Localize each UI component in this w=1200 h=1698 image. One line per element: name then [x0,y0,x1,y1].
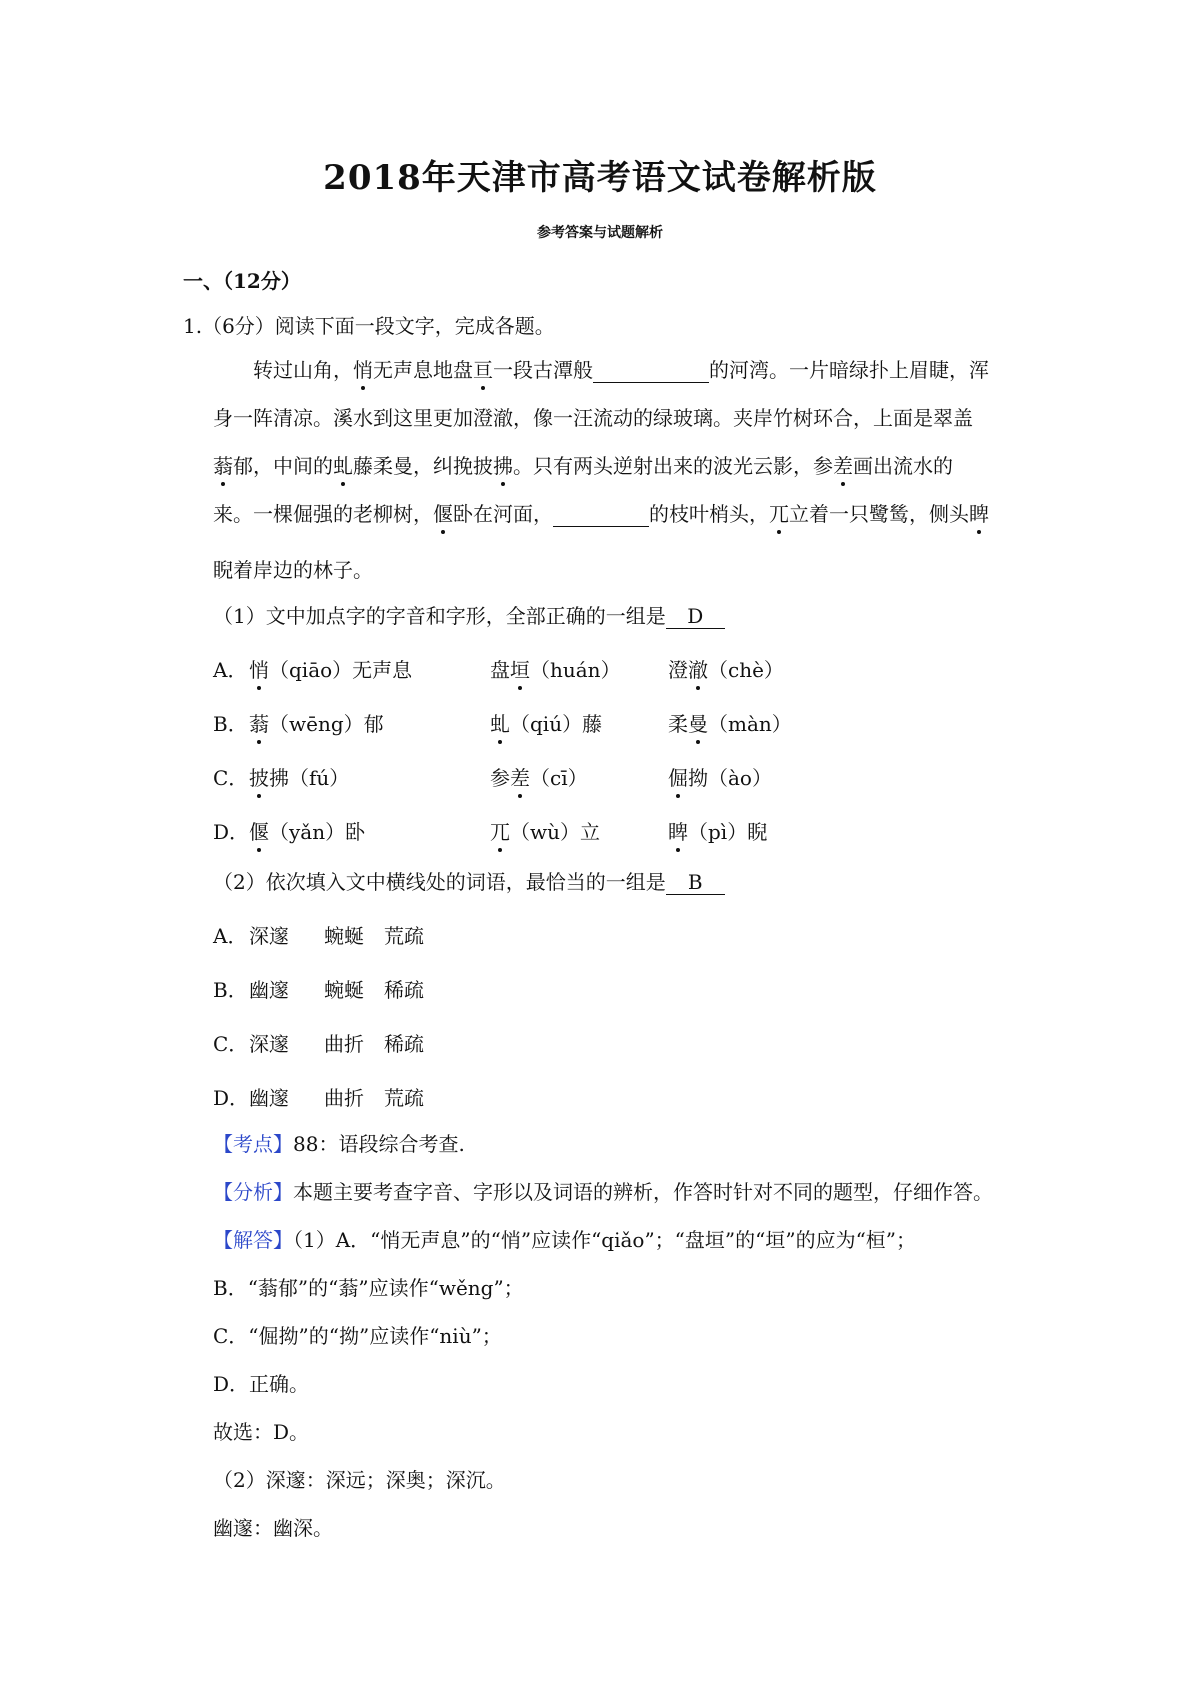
dotted-char: 悄 [353,354,373,383]
option-word-1: 深邃 [249,924,289,948]
option-item-2: 盘垣（huán） [490,654,621,683]
fenxi-tag: 【分析】 [213,1180,293,1204]
option-word-2: 蜿蜒 [324,924,364,948]
subquestion-1: （1）文中加点字的字音和字形，全部正确的一组是 D [213,600,725,629]
option-item-1: 偃（yǎn）卧 [249,816,365,845]
option-label: C． [213,1032,249,1056]
dotted-char: 兀 [769,498,789,527]
passage-line-1: 转过山角，悄无声息地盘亘一段古潭般 的河湾。一片暗绿扑上眉睫，浑 [253,354,989,383]
explanation-line: B．“蓊郁”的“蓊”应读作“wěng”； [213,1276,524,1300]
dotted-char: 拂 [493,450,513,479]
jieda-line: 【解答】（1）A．“悄无声息”的“悄”应读作“qiǎo”；“盘垣”的“垣”的应为“桓”； [213,1228,917,1252]
option-word-3: 荒疏 [384,1086,424,1110]
option-word-2: 曲折 [324,1086,364,1110]
passage-line-2: 身一阵清凉。溪水到这里更加澄澈，像一汪流动的绿玻璃。夹岸竹树环合，上面是翠盖 [213,406,973,430]
option-item-1: 悄（qiāo）无声息 [249,654,412,683]
question-stem: 1.（6分）阅读下面一段文字，完成各题。 [183,314,555,338]
explanation-line: 幽邃：幽深。 [213,1516,333,1540]
answer-2: B [666,870,725,895]
dotted-char: 蓊 [213,450,233,479]
dotted-char: 差 [833,450,853,479]
option-word-3: 荒疏 [384,924,424,948]
passage-line-5: 睨着岸边的林子。 [213,558,373,582]
option-item-3: 倔拗（ào） [668,762,772,791]
dotted-char: 亘 [473,354,493,383]
page-subtitle: 参考答案与试题解析 [537,225,663,241]
option-label: B． [213,978,248,1002]
option-label: B． [213,712,248,736]
passage-line-3: 蓊郁，中间的虬藤柔曼，纠挽披拂。只有两头逆射出来的波光云影，参差画出流水的 [213,450,953,479]
option-item-3: 澄澈（chè） [668,654,784,683]
option-item-3: 睥（pì）睨 [668,816,767,845]
dotted-char: 偃 [433,498,453,527]
page-title: 2018年天津市高考语文试卷解析版 [323,158,877,198]
option-item-2: 虬（qiú）藤 [490,708,602,737]
option-item-2: 兀（wù）立 [490,816,600,845]
fill-blank-1 [593,360,709,383]
explanation-line: D．正确。 [213,1372,310,1396]
explanation-line: C．“倔拗”的“拗”应读作“niù”； [213,1324,502,1348]
jieda-tag: 【解答】 [213,1228,293,1252]
option-item-1: 披拂（fú） [249,762,349,791]
answer-1: D [666,604,725,629]
option-word-1: 幽邃 [249,978,289,1002]
dotted-char: 睥 [969,498,989,527]
explanation-line: （2）深邃：深远；深奥；深沉。 [213,1468,506,1492]
option-item-1: 蓊（wēng）郁 [249,708,384,737]
option-word-1: 幽邃 [249,1086,289,1110]
option-label: D． [213,820,250,844]
option-item-3: 柔曼（màn） [668,708,792,737]
option-label: A． [213,924,248,948]
fill-blank-2 [553,504,649,527]
option-word-1: 深邃 [249,1032,289,1056]
option-word-2: 曲折 [324,1032,364,1056]
section-heading: 一、（12分） [183,269,301,293]
option-word-3: 稀疏 [384,978,424,1002]
option-word-3: 稀疏 [384,1032,424,1056]
kaodian-tag: 【考点】 [213,1132,293,1156]
option-label: A． [213,658,248,682]
kaodian-line: 【考点】88：语段综合考查. [213,1132,465,1156]
option-word-2: 蜿蜒 [324,978,364,1002]
fenxi-line: 【分析】本题主要考查字音、字形以及词语的辨析，作答时针对不同的题型，仔细作答。 [213,1180,993,1204]
option-label: D． [213,1086,250,1110]
option-item-2: 参差（cī） [490,762,588,791]
explanation-line: 故选：D。 [213,1420,310,1444]
subquestion-2: （2）依次填入文中横线处的词语，最恰当的一组是 B [213,866,725,895]
passage-line-4: 来。一棵倔强的老柳树，偃卧在河面， 的枝叶梢头，兀立着一只鹭鸶，侧头睥 [213,498,989,527]
dotted-char: 虬 [333,450,353,479]
option-label: C． [213,766,249,790]
